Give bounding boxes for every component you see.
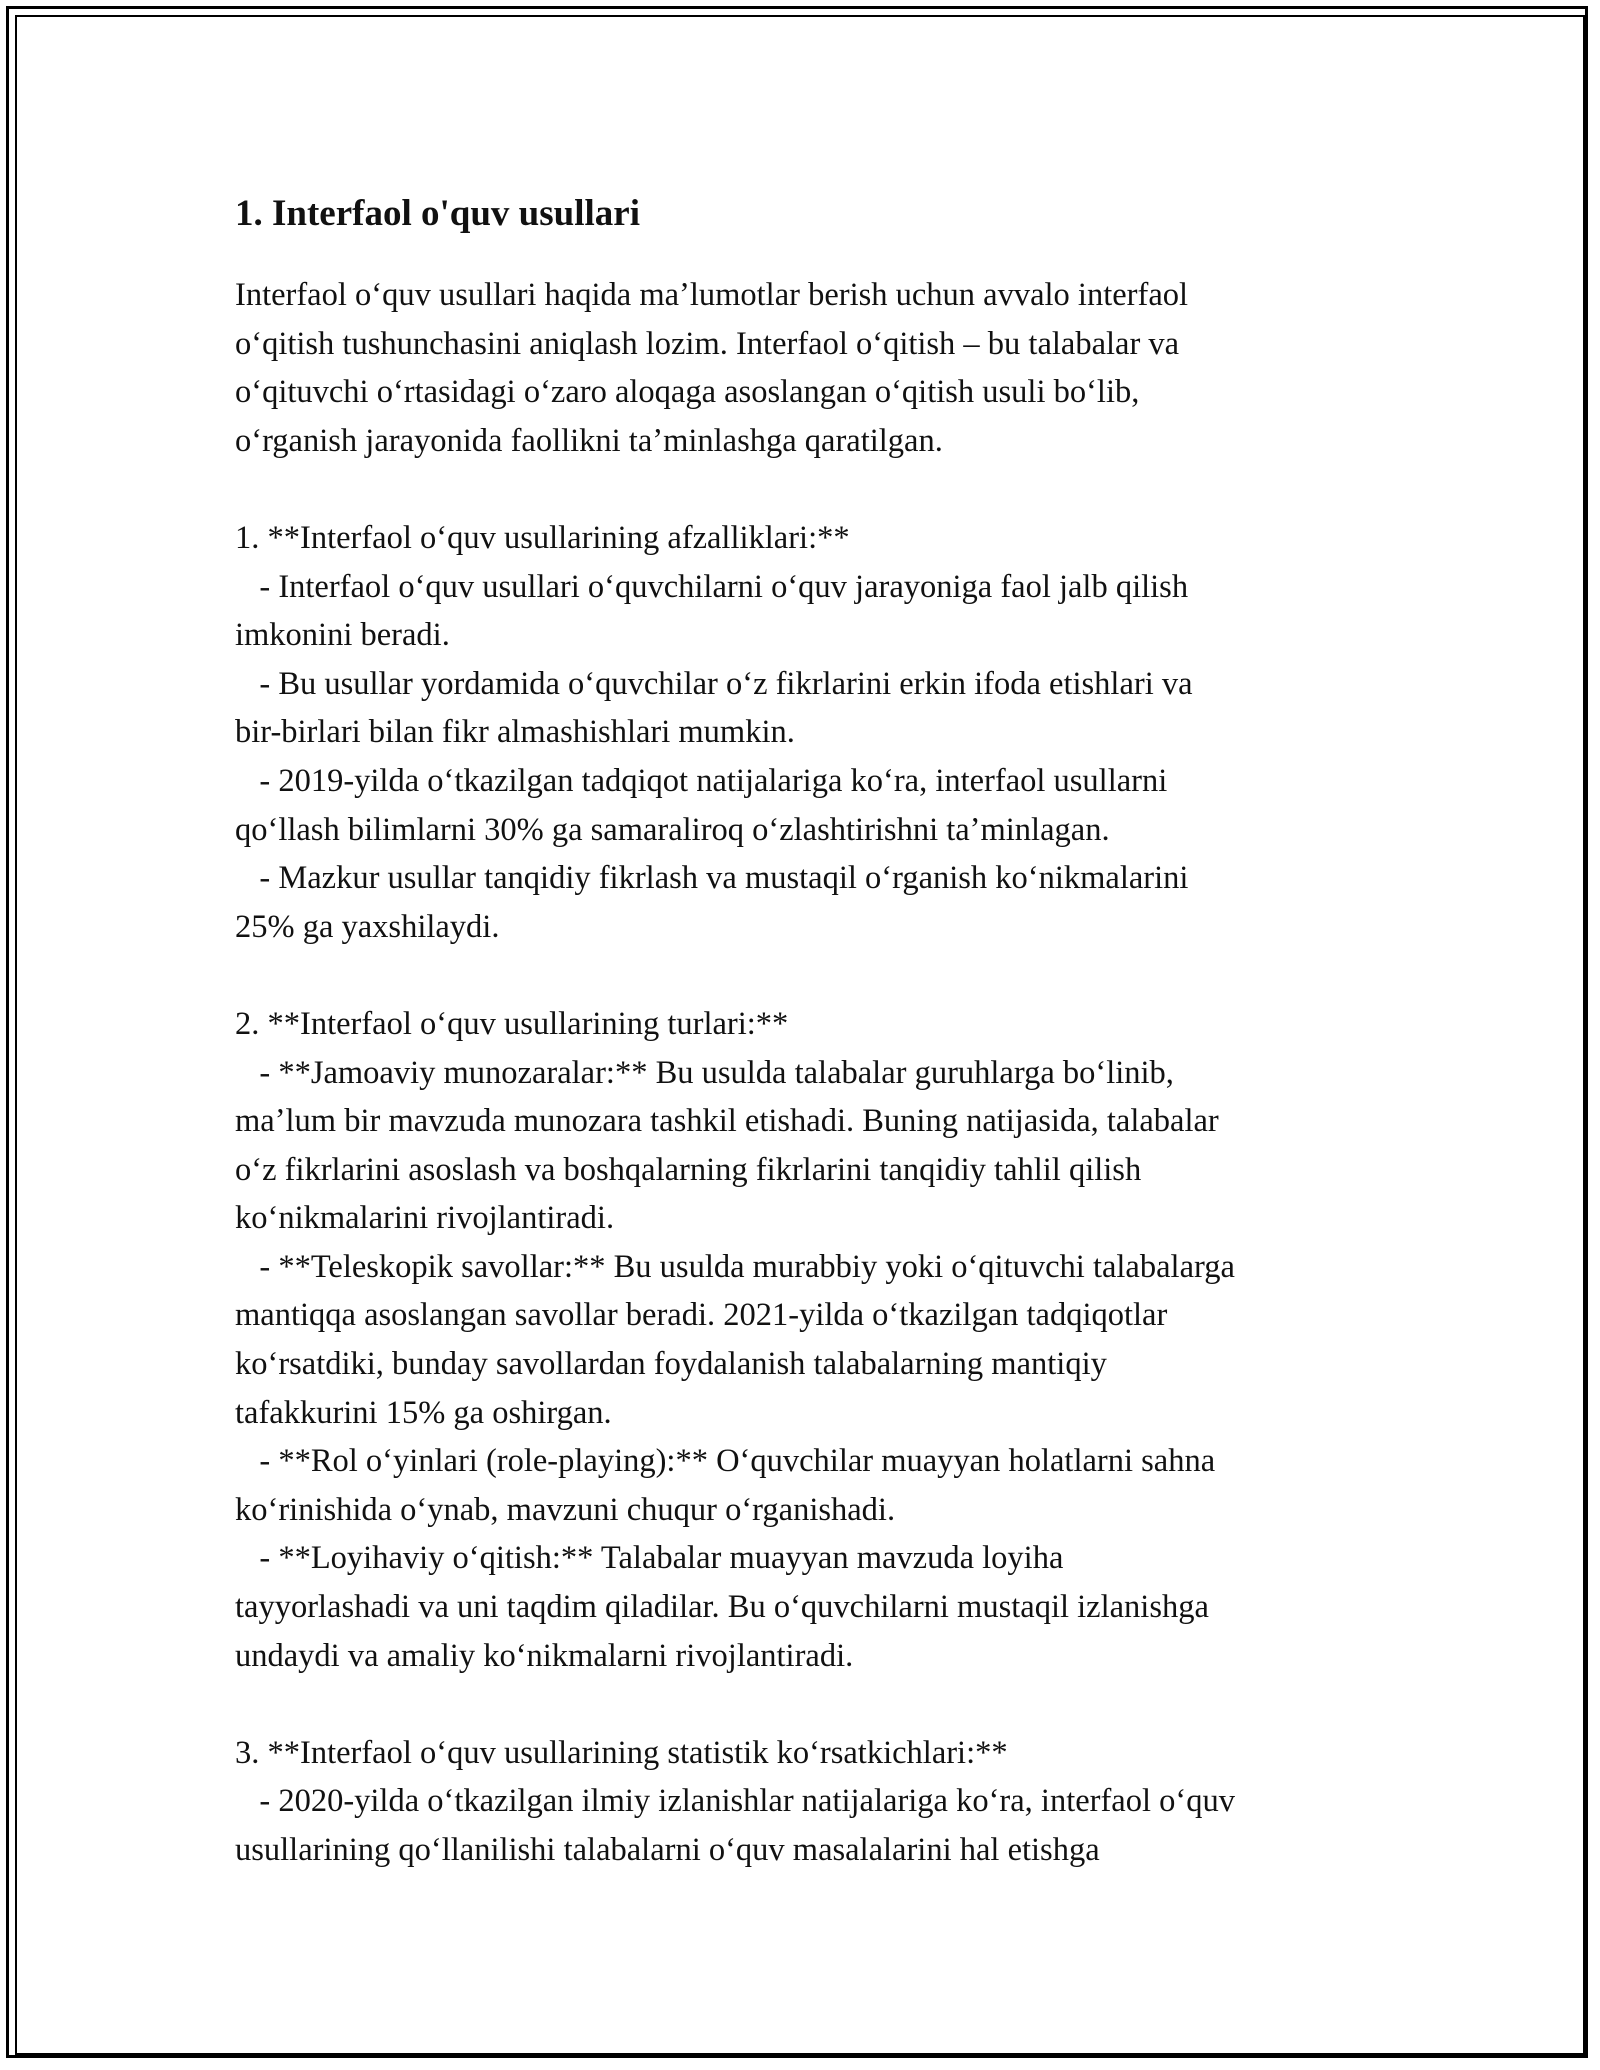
text-line: tayyorlashadi va uni taqdim qiladilar. Bu oʻquvchilarni mustaqil izlanishga — [235, 1589, 1209, 1626]
text-line: koʻrinishida oʻynab, mavzuni chuqur oʻrganishadi. — [235, 1491, 896, 1528]
text-line: imkonini beradi. — [235, 617, 450, 654]
text-line: - 2019-yilda oʻtkazilgan tadqiqot natijalariga koʻra, interfaol usullarni — [235, 762, 1168, 799]
text-line: - 2020-yilda oʻtkazilgan ilmiy izlanishlar natijalariga koʻra, interfaol oʻquv — [235, 1783, 1235, 1820]
text-line: - Mazkur usullar tanqidiy fikrlash va mustaqil oʻrganish koʻnikmalarini — [235, 860, 1189, 897]
section-heading: 3. **Interfaol oʻquv usullarining statistik koʻrsatkichlari:** — [235, 1734, 1008, 1771]
text-line: - **Loyihaviy oʻqitish:** Talabalar muayyan mavzuda loyiha — [235, 1540, 1064, 1577]
document-body — [235, 185, 1385, 1875]
text-line: koʻnikmalarini rivojlantiradi. — [235, 1200, 615, 1237]
text-line: oʻz fikrlarini asoslash va boshqalarning fikrlarini tanqidiy tahlil qilish — [235, 1151, 1142, 1188]
text-line: qoʻllash bilimlarni 30% ga samaraliroq oʻzlashtirishni taʼminlagan. — [235, 811, 1110, 848]
section-statistics — [235, 1729, 1385, 1875]
text-line: undaydi va amaliy koʻnikmalarni rivojlantiradi. — [235, 1637, 854, 1674]
text-line: Interfaol oʻquv usullari haqida maʼlumotlar berish uchun avvalo interfaol — [235, 277, 1189, 313]
text-line: - Interfaol oʻquv usullari oʻquvchilarni oʻquv jarayoniga faol jalb qilish — [235, 568, 1189, 605]
paragraph-gap — [235, 465, 1385, 514]
paragraph-gap — [235, 1680, 1385, 1729]
text-line: maʼlum bir mavzuda munozara tashkil etishadi. Buning natijasida, talabalar — [235, 1103, 1219, 1140]
text-line: - **Jamoaviy munozaralar:** Bu usulda talabalar guruhlarga boʻlinib, — [235, 1054, 1174, 1091]
paragraph-gap — [235, 951, 1385, 1000]
text-line: bir-birlari bilan fikr almashishlari mumkin. — [235, 714, 795, 751]
text-line: oʻqitish tushunchasini aniqlash lozim. Interfaol oʻqitish – bu talabalar va — [235, 325, 1180, 362]
text-line: 25% ga yaxshilaydi. — [235, 908, 500, 945]
text-line: oʻqituvchi oʻrtasidagi oʻzaro aloqaga asoslangan oʻqitish usuli boʻlib, — [235, 374, 1140, 411]
text-line: tafakkurini 15% ga oshirgan. — [235, 1394, 612, 1431]
text-line: - Bu usullar yordamida oʻquvchilar oʻz fikrlarini erkin ifoda etishlari va — [235, 665, 1193, 702]
section-heading: 1. **Interfaol oʻquv usullarining afzalliklari:** — [235, 519, 850, 556]
document-title: 1. Interfaol o'quv usullari — [235, 193, 640, 234]
text-line: oʻrganish jarayonida faollikni taʼminlashga qaratilgan. — [235, 422, 943, 459]
text-line: - **Rol oʻyinlari (role-playing):** Oʻquvchilar muayyan holatlarni sahna — [235, 1443, 1216, 1480]
text-line: usullarining qoʻllanilishi talabalarni oʻquv masalalarini hal etishga — [235, 1832, 1100, 1868]
section-types — [235, 1000, 1385, 1680]
text-line: mantiqqa asoslangan savollar beradi. 2021-yilda oʻtkazilgan tadqiqotlar — [235, 1297, 1168, 1334]
section-advantages — [235, 514, 1385, 951]
section-heading: 2. **Interfaol oʻquv usullarining turlari:** — [235, 1005, 789, 1042]
text-line: koʻrsatdiki, bunday savollardan foydalanish talabalarning mantiqiy — [235, 1346, 1107, 1383]
intro-paragraph — [235, 271, 1385, 465]
text-line: - **Teleskopik savollar:** Bu usulda murabbiy yoki oʻqituvchi talabalarga — [235, 1248, 1235, 1285]
